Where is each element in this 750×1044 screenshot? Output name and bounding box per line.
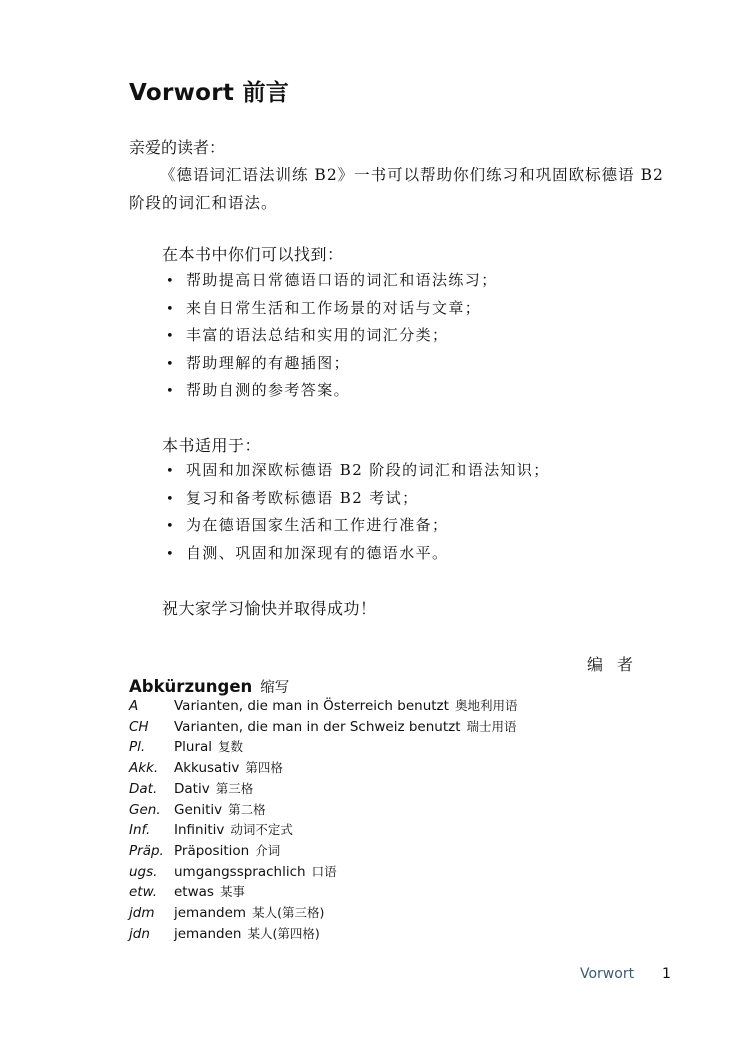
- term-cn: 奥地利用语: [454, 698, 518, 713]
- term-cn: 动词不定式: [230, 822, 293, 838]
- signature: 编者: [587, 655, 648, 674]
- term-de: Genitiv: [174, 801, 223, 818]
- term-cn: 第二格: [228, 801, 266, 817]
- abbreviation: Gen.: [129, 801, 161, 818]
- list-item: • 帮助提高日常德语口语的词汇和语法练习；: [166, 267, 498, 295]
- find-list: [166, 267, 498, 405]
- bullet-icon: •: [166, 464, 176, 479]
- table-row: [129, 862, 517, 883]
- term-cn: 某人(第三格): [252, 905, 325, 921]
- table-row: [129, 737, 517, 758]
- table-row: [129, 779, 517, 800]
- abbreviation-meaning: [174, 862, 517, 883]
- abbreviation: A: [129, 698, 139, 714]
- find-section-heading: 在本书中你们可以找到：: [162, 245, 344, 264]
- abbreviation-meaning: [174, 779, 517, 800]
- bullet-icon: •: [166, 301, 176, 317]
- closing-line: 祝大家学习愉快并取得成功！: [162, 599, 377, 618]
- abbreviations-table: [129, 696, 517, 944]
- abbreviation: etw.: [129, 884, 158, 901]
- term-cn: 某事: [219, 884, 245, 900]
- term-de: Akkusativ: [174, 760, 240, 777]
- term-de: Infinitiv: [174, 822, 225, 839]
- list-item: • 丰富的语法总结和实用的词汇分类；: [166, 322, 498, 350]
- abbreviation: Präp.: [129, 842, 164, 859]
- abbreviations-title: [129, 676, 289, 697]
- term-cn: 第四格: [245, 760, 283, 776]
- term-cn: 复数: [218, 739, 244, 755]
- table-row: [129, 696, 517, 717]
- term-de: etwas: [174, 884, 214, 901]
- page-title: Vorwort 前言: [129, 80, 290, 106]
- abbreviation-meaning: [174, 696, 517, 717]
- table-row: [129, 800, 517, 821]
- page-number: 1: [662, 966, 671, 982]
- list-item: • 帮助自测的参考答案。: [166, 377, 498, 405]
- footer-section-label: Vorwort: [580, 966, 635, 982]
- abbreviation-meaning: [174, 924, 517, 945]
- abbreviation: ugs.: [129, 863, 158, 880]
- abbreviation: jdn: [129, 925, 150, 942]
- bullet-icon: •: [166, 519, 176, 534]
- bullet-icon: •: [166, 491, 176, 507]
- term-de: Varianten, die man in der Schweiz benutzt: [174, 718, 461, 735]
- abbreviation-meaning: [174, 717, 517, 738]
- abbreviation: Inf.: [129, 822, 151, 839]
- abbreviation-meaning: [174, 820, 517, 841]
- list-item: • 复习和备考欧标德语 B2 考试；: [166, 485, 550, 513]
- term-de: jemanden: [174, 925, 242, 942]
- table-row: [129, 882, 517, 903]
- abbreviation-meaning: [174, 758, 517, 779]
- abbreviation-meaning: [174, 882, 517, 903]
- abbreviation: jdm: [129, 905, 155, 922]
- term-cn: 瑞士用语: [466, 718, 517, 734]
- term-de: Präposition: [174, 842, 250, 859]
- greeting: 亲爱的读者：: [129, 138, 226, 157]
- table-row: [129, 924, 517, 945]
- abbreviation: Akk.: [129, 760, 159, 777]
- abbreviation: CH: [129, 718, 149, 735]
- table-row: [129, 717, 517, 738]
- abbreviation: Pl.: [129, 739, 146, 756]
- use-section-heading: 本书适用于：: [162, 436, 262, 455]
- term-de: jemandem: [174, 905, 247, 922]
- bullet-icon: •: [166, 274, 176, 289]
- bullet-icon: •: [166, 384, 176, 399]
- use-list: [166, 457, 550, 567]
- term-de: Dativ: [174, 780, 210, 797]
- table-row: [129, 820, 517, 841]
- term-de: Plural: [174, 739, 213, 756]
- abbreviation: Dat.: [129, 780, 158, 797]
- bullet-icon: •: [166, 546, 176, 562]
- list-item: • 自测、巩固和加深现有的德语水平。: [166, 540, 550, 568]
- list-item: • 巩固和加深欧标德语 B2 阶段的词汇和语法知识；: [166, 457, 550, 485]
- intro-paragraph: 《德语词汇语法训练 B2》一书可以帮助你们练习和巩固欧标德语 B2 阶段的词汇和语法。: [129, 166, 664, 212]
- abbreviations-title-de: Abkürzungen: [129, 677, 253, 696]
- abbreviation-meaning: [174, 737, 517, 758]
- term-cn: 某人(第四格): [247, 925, 320, 941]
- term-de: Varianten, die man in Österreich benutzt: [174, 698, 449, 714]
- abbreviation-meaning: [174, 903, 517, 924]
- term-cn: 介词: [255, 842, 281, 858]
- abbreviations-title-cn: 缩写: [260, 680, 290, 696]
- bullet-icon: •: [166, 356, 176, 372]
- list-item: • 为在德语国家生活和工作进行准备；: [166, 512, 550, 540]
- list-item: • 来自日常生活和工作场景的对话与文章；: [166, 295, 498, 323]
- abbreviation-meaning: [174, 800, 517, 821]
- term-cn: 第三格: [215, 780, 254, 796]
- bullet-icon: •: [166, 329, 176, 344]
- term-de: umgangssprachlich: [174, 863, 306, 880]
- list-item: • 帮助理解的有趣插图；: [166, 350, 498, 378]
- table-row: [129, 841, 517, 862]
- table-row: [129, 903, 517, 924]
- term-cn: 口语: [311, 863, 337, 879]
- table-row: [129, 758, 517, 779]
- abbreviation-meaning: [174, 841, 517, 862]
